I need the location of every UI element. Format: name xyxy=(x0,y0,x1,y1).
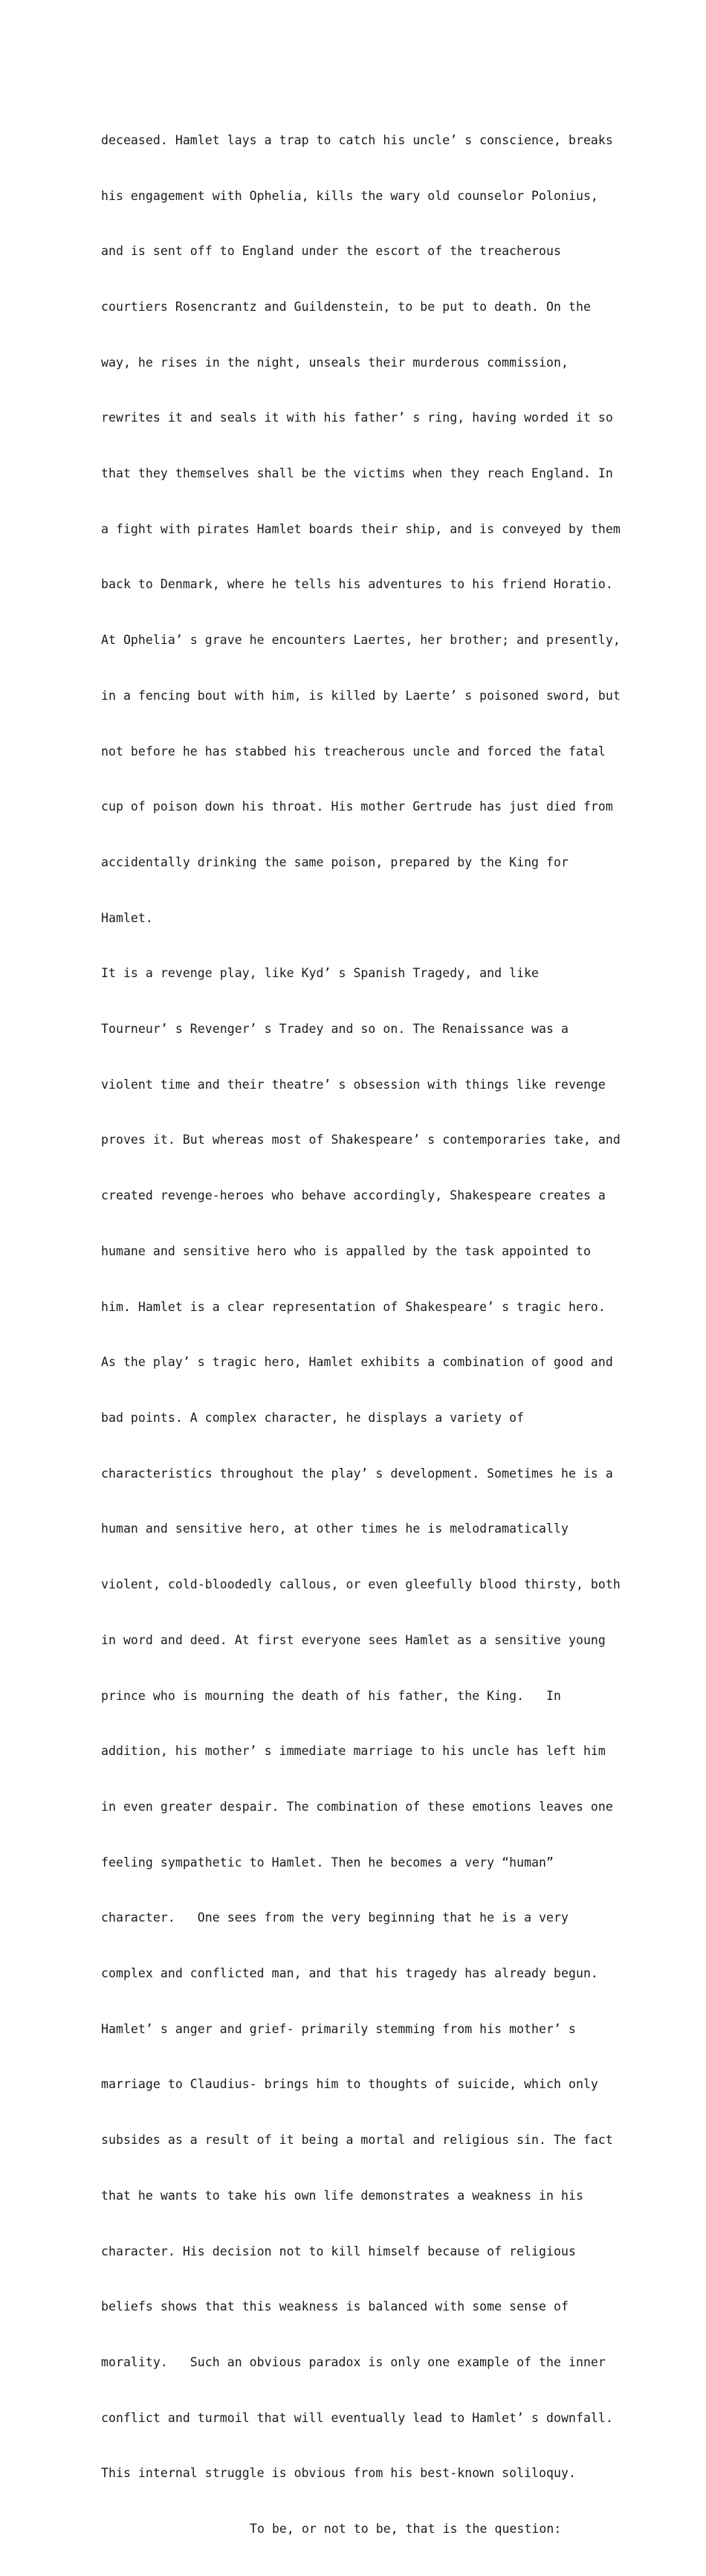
text-line: a fight with pirates Hamlet boards their ship, and is conveyed by them xyxy=(101,521,621,536)
text-line: bad points. A complex character, he displays a variety of xyxy=(101,1410,525,1425)
text-line: subsides as a result of it being a mortal and religious sin. The fact xyxy=(101,2133,613,2148)
text-line: not before he has stabbed his treacherous uncle and forced the fatal xyxy=(101,744,606,759)
text-line: addition, his mother’ s immediate marriage to his uncle has left him xyxy=(101,1744,606,1759)
text-line: deceased. Hamlet lays a trap to catch his uncle’ s conscience, breaks xyxy=(101,132,613,147)
text-line: in a fencing bout with him, is killed by Laerte’ s poisoned sword, but xyxy=(101,688,621,703)
text-line: and is sent off to England under the escort of the treacherous xyxy=(101,244,561,259)
text-line: in even greater despair. The combination of these emotions leaves one xyxy=(101,1799,613,1814)
body-text xyxy=(101,94,621,2576)
text-line: Hamlet. xyxy=(101,910,153,925)
text-line: him. Hamlet is a clear representation of Shakespeare’ s tragic hero. xyxy=(101,1299,606,1314)
text-line: his engagement with Ophelia, kills the wary old counselor Polonius, xyxy=(101,188,598,203)
text-line: that they themselves shall be the victims when they reach England. In xyxy=(101,466,613,481)
text-line: in word and deed. At first everyone sees Hamlet as a sensitive young xyxy=(101,1632,606,1647)
text-line: Tourneur’ s Revenger’ s Tradey and so on. The Renaissance was a xyxy=(101,1022,569,1037)
text-line: prince who is mourning the death of his father, the King. In xyxy=(101,1688,561,1703)
text-line: character. His decision not to kill himself because of religious xyxy=(101,2244,576,2258)
text-line: Hamlet’ s anger and grief- primarily stemming from his mother’ s xyxy=(101,2021,576,2036)
text-line: At Ophelia’ s grave he encounters Laertes, her brother; and presently, xyxy=(101,633,621,648)
text-line: characteristics throughout the play’ s development. Sometimes he is a xyxy=(101,1466,613,1481)
text-line: feeling sympathetic to Hamlet. Then he becomes a very “human” xyxy=(101,1855,554,1870)
text-line: character. One sees from the very beginning that he is a very xyxy=(101,1910,569,1925)
text-line: that he wants to take his own life demonstrates a weakness in his xyxy=(101,2188,583,2203)
text-line: accidentally drinking the same poison, prepared by the King for xyxy=(101,854,569,869)
text-line: morality. Such an obvious paradox is only one example of the inner xyxy=(101,2354,606,2369)
soliloquy-quote: To be, or not to be, that is the question: xyxy=(250,2522,562,2537)
text-line: This internal struggle is obvious from his best-known soliloquy. xyxy=(101,2466,576,2481)
text-line: violent, cold-bloodedly callous, or even gleefully blood thirsty, both xyxy=(101,1577,621,1592)
text-line: humane and sensitive hero who is appalled by the task appointed to xyxy=(101,1243,591,1258)
text-line: As the play’ s tragic hero, Hamlet exhibits a combination of good and xyxy=(101,1355,613,1370)
text-line: proves it. But whereas most of Shakespeare’ s contemporaries take, and xyxy=(101,1133,621,1147)
text-line: beliefs shows that this weakness is balanced with some sense of xyxy=(101,2299,569,2314)
text-line: rewrites it and seals it with his father’ s ring, having worded it so xyxy=(101,410,613,425)
text-line: conflict and turmoil that will eventually lead to Hamlet’ s downfall. xyxy=(101,2410,613,2425)
text-line: courtiers Rosencrantz and Guildenstein, to be put to death. On the xyxy=(101,299,591,314)
text-line: marriage to Claudius- brings him to thoughts of suicide, which only xyxy=(101,2077,598,2092)
text-line: complex and conflicted man, and that his tragedy has already begun. xyxy=(101,1966,598,1981)
text-line: violent time and their theatre’ s obsession with things like revenge xyxy=(101,1077,606,1092)
text-line: created revenge-heroes who behave accordingly, Shakespeare creates a xyxy=(101,1188,606,1203)
text-line: human and sensitive hero, at other times he is melodramatically xyxy=(101,1522,569,1536)
text-line: It is a revenge play, like Kyd’ s Spanish Tragedy, and like xyxy=(101,966,540,981)
text-line: way, he rises in the night, unseals their murderous commission, xyxy=(101,355,569,370)
text-line: cup of poison down his throat. His mother Gertrude has just died from xyxy=(101,799,613,814)
text-line: back to Denmark, where he tells his adventures to his friend Horatio. xyxy=(101,577,613,592)
